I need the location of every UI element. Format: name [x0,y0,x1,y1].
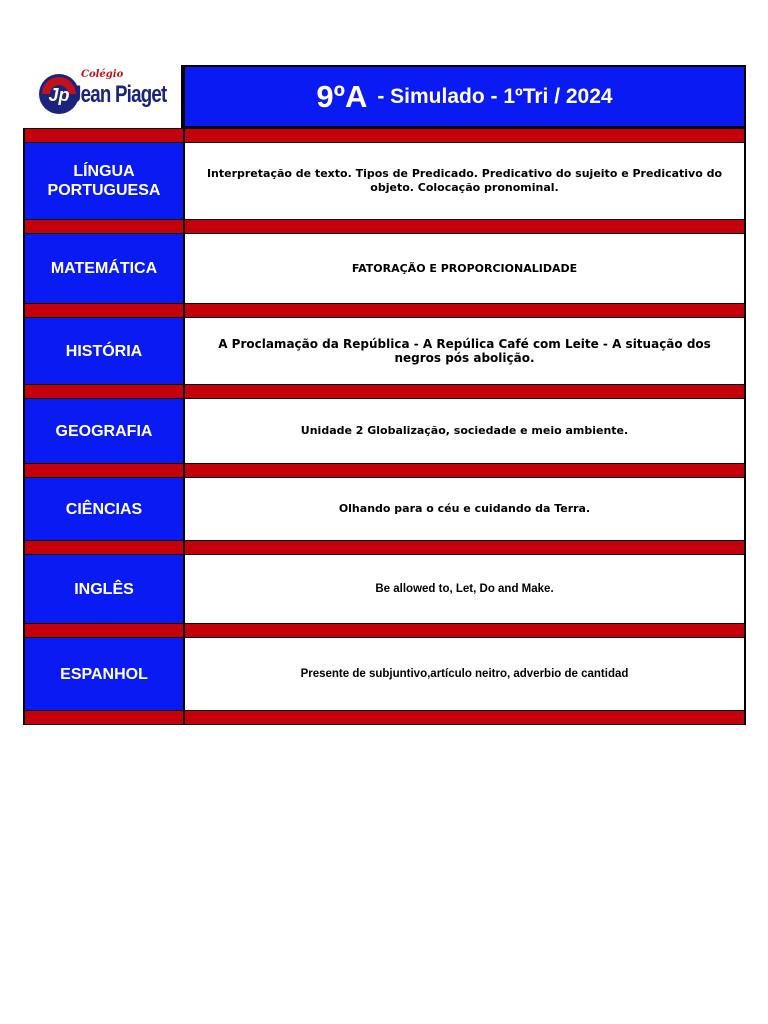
subject-label: GEOGRAFIA [25,399,185,463]
separator [23,540,746,555]
separator [23,623,746,638]
separator [23,710,746,725]
schedule-sheet [23,65,746,725]
page-title [183,65,746,128]
subject-row [23,234,746,303]
subject-label: CIÊNCIAS [25,478,185,540]
class-name: 9ºA [316,78,368,114]
separator [23,303,746,318]
separator [23,384,746,399]
school-logo [23,65,183,128]
subject-content: FATORAÇÃO E PROPORCIONALIDADE [185,234,744,303]
subject-content: Presente de subjuntivo,artículo neitro, adverbio de cantidad [185,638,744,710]
subject-label: MATEMÁTICA [25,234,185,303]
subject-row [23,478,746,540]
subject-row [23,143,746,219]
exam-title: - Simulado - 1ºTri / 2024 [377,84,613,108]
logo-name: Jean Piaget [71,81,167,108]
svg-text:Jp: Jp [48,85,70,105]
header [23,65,746,128]
separator [23,219,746,234]
separator [23,128,746,143]
subject-row [23,399,746,463]
subject-label: INGLÊS [25,555,185,623]
subject-row [23,555,746,623]
subject-row [23,638,746,710]
subject-label: LÍNGUA PORTUGUESA [25,143,185,219]
logo-small-text: Colégio [81,69,124,80]
subject-label: ESPANHOL [25,638,185,710]
subject-content: Be allowed to, Let, Do and Make. [185,555,744,623]
subject-content: Olhando para o céu e cuidando da Terra. [185,478,744,540]
subject-content: Interpretação de texto. Tipos de Predicado. Predicativo do sujeito e Predicativo do objeto. Colocação pronominal. [185,143,744,219]
separator [23,463,746,478]
subject-content: A Proclamação da República - A Repúlica Café com Leite - A situação dos negros pós abolição. [185,318,744,384]
subject-content: Unidade 2 Globalização, sociedade e meio ambiente. [185,399,744,463]
subject-row [23,318,746,384]
subject-label: HISTÓRIA [25,318,185,384]
